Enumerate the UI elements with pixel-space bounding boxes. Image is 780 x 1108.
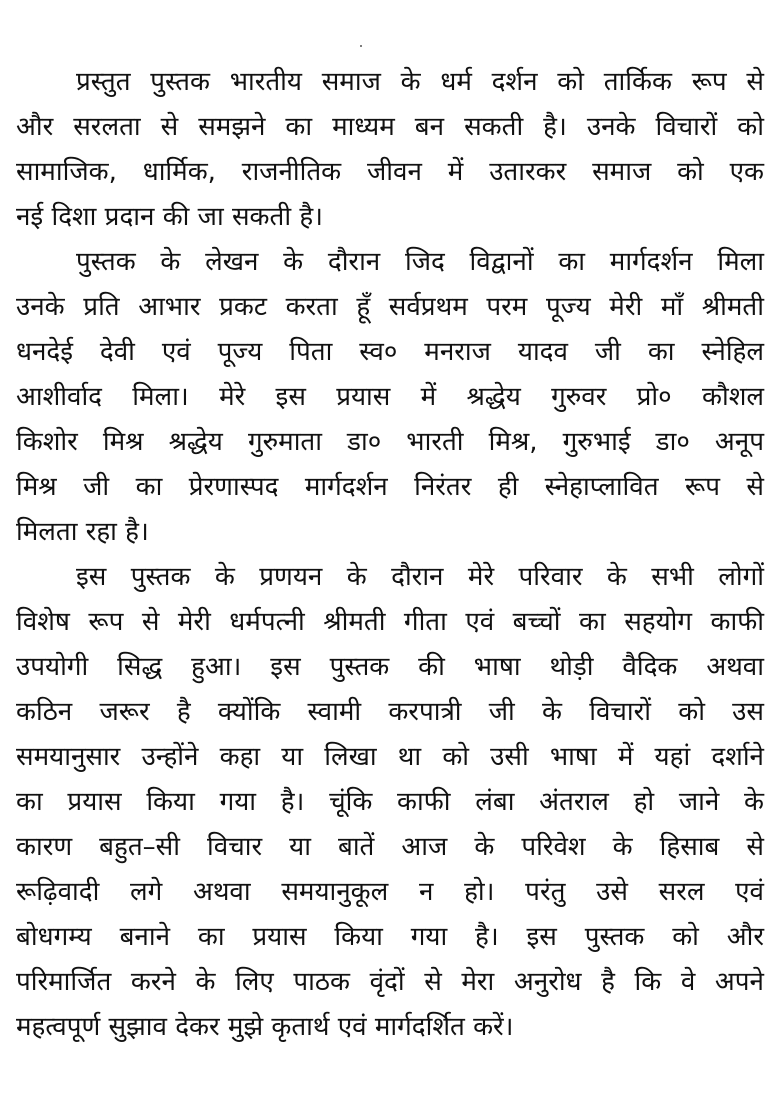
text-line: कठिन जरूर है क्योंकि स्वामी करपात्री जी के विचारों को उस (16, 697, 764, 727)
text-line: का प्रयास किया गया है। चूंकि काफी लंबा अंतराल हो जाने के (16, 787, 764, 817)
text-line: विशेष रूप से मेरी धर्मपत्नी श्रीमती गीता एवं बच्चों का सहयोग काफी (16, 607, 764, 637)
paragraph-2 (16, 240, 764, 555)
text-line: किशोर मिश्र श्रद्धेय गुरुमाता डा० भारती मिश्र, गुरुभाई डा० अनूप (16, 427, 764, 457)
text-line: और सरलता से समझने का माध्यम बन सकती है। उनके विचारों को (16, 112, 764, 142)
text-line: प्रस्तुत पुस्तक भारतीय समाज के धर्म दर्शन को तार्किक रूप से (76, 67, 764, 97)
text-line: उपयोगी सिद्ध हुआ। इस पुस्तक की भाषा थोड़ी वैदिक अथवा (16, 652, 764, 682)
text-line: मिश्र जी का प्रेरणास्पद मार्गदर्शन निरंतर ही स्नेहाप्लावित रूप से (16, 472, 764, 502)
text-line: महत्वपूर्ण सुझाव देकर मुझे कृतार्थ एवं मार्गदर्शित करें। (16, 1012, 514, 1042)
paragraph-3 (16, 555, 764, 1050)
scan-speck (360, 45, 362, 47)
text-line: पुस्तक के लेखन के दौरान जिद विद्वानों का मार्गदर्शन मिला (76, 247, 764, 277)
text-line: सामाजिक, धार्मिक, राजनीतिक जीवन में उतारकर समाज को एक (16, 157, 764, 187)
text-line: मिलता रहा है। (16, 517, 149, 547)
text-line: समयानुसार उन्होंने कहा या लिखा था को उसी भाषा में यहां दर्शाने (16, 742, 764, 772)
body-text (16, 60, 764, 1050)
text-line: धनदेई देवी एवं पूज्य पिता स्व० मनराज यादव जी का स्नेहिल (16, 337, 764, 367)
text-line: रूढ़िवादी लगे अथवा समयानुकूल न हो। परंतु उसे सरल एवं (16, 877, 764, 907)
text-line: परिमार्जित करने के लिए पाठक वृंदों से मेरा अनुरोध है कि वे अपने (16, 967, 764, 997)
text-line: कारण बहुत–सी विचार या बातें आज के परिवेश के हिसाब से (16, 832, 764, 862)
text-line: नई दिशा प्रदान की जा सकती है। (16, 202, 323, 232)
paragraph-1 (16, 60, 764, 240)
text-line: उनके प्रति आभार प्रकट करता हूँ सर्वप्रथम परम पूज्य मेरी माँ श्रीमती (16, 292, 764, 322)
text-line: इस पुस्तक के प्रणयन के दौरान मेरे परिवार के सभी लोगों (76, 562, 764, 592)
text-line: बोधगम्य बनाने का प्रयास किया गया है। इस पुस्तक को और (16, 922, 764, 952)
text-line: आशीर्वाद मिला। मेरे इस प्रयास में श्रद्धेय गुरुवर प्रो० कौशल (16, 382, 764, 412)
